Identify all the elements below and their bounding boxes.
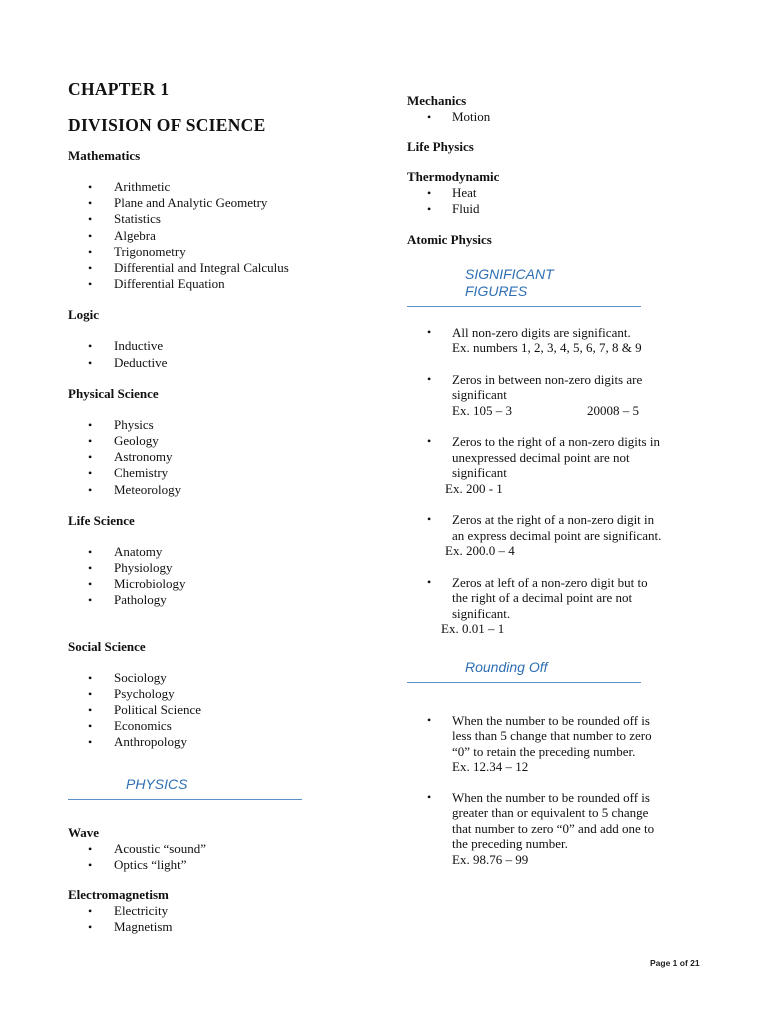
list [68,544,368,609]
rule-item [407,325,707,356]
text-line: Zeros to the right of a non-zero digits in [452,434,660,450]
section-mechanics [407,93,707,125]
list [68,338,368,370]
text-line: When the number to be rounded off is [452,789,650,805]
text-line: Ex. 98.76 – 99 [452,851,529,867]
text-line: significant [452,465,507,481]
section-logic [68,307,368,370]
section-thermodynamic [407,169,707,217]
bullet-icon: • [427,712,432,727]
header-line: FIGURES [465,282,528,299]
text-line: the preceding number. [452,836,568,852]
text-line: the right of a decimal point are not [452,590,633,606]
list-item: • Meteorology [68,482,368,498]
rule-item [407,575,707,637]
bullet-icon: • [427,512,432,527]
list-item: • Physics [68,417,368,433]
text-line: significant [452,387,507,403]
list [68,417,368,498]
chapter-heading: CHAPTER 1 [68,79,170,99]
list-item: • Differential Equation [68,276,368,292]
section-heading: Wave [68,824,100,840]
list [68,903,368,935]
section-heading: Electromagnetism [68,887,169,903]
list-item: • Anthropology [68,734,368,750]
left-column [68,78,368,935]
text-line: unexpressed decimal point are not [452,449,630,465]
section-heading: Thermodynamic [407,169,500,185]
list-item: • Anatomy [68,544,368,560]
list-item: • Trigonometry [68,244,368,260]
text-line: significant. [452,605,511,621]
list-item: • Microbiology [68,576,368,592]
rule-text [407,434,707,481]
list-item: • Astronomy [68,449,368,465]
rounding-text [407,790,707,868]
example: 20008 – 5 [587,402,639,418]
list-item: • Political Science [68,702,368,718]
list-item: • Heat [407,185,707,201]
rounding-item [407,790,707,868]
rule-item [407,434,707,496]
list-item: • Physiology [68,560,368,576]
rule-text [407,575,707,622]
text-line: an express decimal point are significant. [452,527,662,543]
section-mathematics [68,148,368,292]
section-heading: Mathematics [68,148,141,163]
rule-item [407,372,707,419]
list-item: • Pathology [68,592,368,608]
list-item: • Economics [68,718,368,734]
example: Ex. 200 - 1 [445,480,503,496]
list-item: • Differential and Integral Calculus [68,260,368,276]
rounding-off-header: Rounding Off [407,659,641,683]
significant-figures-header [407,266,641,307]
text-line: Zeros at the right of a non-zero digit in [452,512,655,528]
list-item: • Sociology [68,670,368,686]
example: Ex. 105 – 3 [452,402,512,418]
list-item: • Chemistry [68,465,368,481]
list [68,841,368,873]
bullet-icon: • [427,789,432,804]
section-life-science [68,513,368,609]
rule-item [407,512,707,559]
list-item: • Geology [68,433,368,449]
rounding-item [407,713,707,775]
text-line: less than 5 change that number to zero [452,728,652,744]
section-physical-science [68,386,368,498]
rule-text [407,512,707,543]
section-heading: Life Physics [407,139,474,155]
text-line: Ex. 12.34 – 12 [452,759,529,775]
list-item: • Arithmetic [68,179,368,195]
example: Ex. 200.0 – 4 [445,543,515,559]
list-item: • Acoustic “sound” [68,841,368,857]
example: Ex. 0.01 – 1 [441,621,505,637]
bullet-icon: • [427,324,432,339]
rounding-text [407,713,707,775]
section-heading: Logic [68,307,100,323]
header-line: SIGNIFICANT [465,265,554,282]
list-item: • Psychology [68,686,368,702]
list [407,185,707,217]
list-item: • Inductive [68,338,368,354]
list [68,179,368,292]
text-line: that number to zero “0” and add one to [452,820,655,836]
right-column [407,93,707,867]
text-line: When the number to be rounded off is [452,712,650,728]
bullet-icon: • [427,371,432,386]
section-electromagnetism [68,887,368,935]
list-item: • Magnetism [68,919,368,935]
list-item: • Fluid [407,201,707,217]
rule-text [407,372,707,419]
list [68,670,368,751]
list-item: • Algebra [68,228,368,244]
section-heading: Mechanics [407,93,467,108]
list-item: • Optics “light” [68,857,368,873]
list-item: • Electricity [68,903,368,919]
list [407,109,707,125]
text-line: Zeros in between non-zero digits are [452,371,643,387]
section-heading: Life Science [68,512,135,528]
list-item: • Plane and Analytic Geometry [68,195,368,211]
physics-header: PHYSICS [68,776,302,800]
list-item: • Statistics [68,211,368,227]
section-wave [68,825,368,873]
section-heading: Atomic Physics [407,231,492,247]
text-line: Zeros at left of a non-zero digit but to [452,574,648,590]
text-line: All non-zero digits are significant. [452,324,631,340]
section-heading: Social Science [68,638,146,654]
text-line: Ex. numbers 1, 2, 3, 4, 5, 6, 7, 8 & 9 [452,340,642,356]
list-item: • Deductive [68,355,368,371]
list-item: • Motion [407,109,707,125]
bullet-icon: • [427,434,432,449]
text-line: greater than or equivalent to 5 change [452,805,649,821]
page-title: DIVISION OF SCIENCE [68,115,266,135]
section-social-science [68,639,368,751]
text-line: “0” to retain the preceding number. [452,743,636,759]
section-heading: Physical Science [68,385,159,401]
rule-text [407,325,707,356]
page-number: Page 1 of 21 [650,958,700,968]
example-line [452,403,707,419]
bullet-icon: • [427,574,432,589]
